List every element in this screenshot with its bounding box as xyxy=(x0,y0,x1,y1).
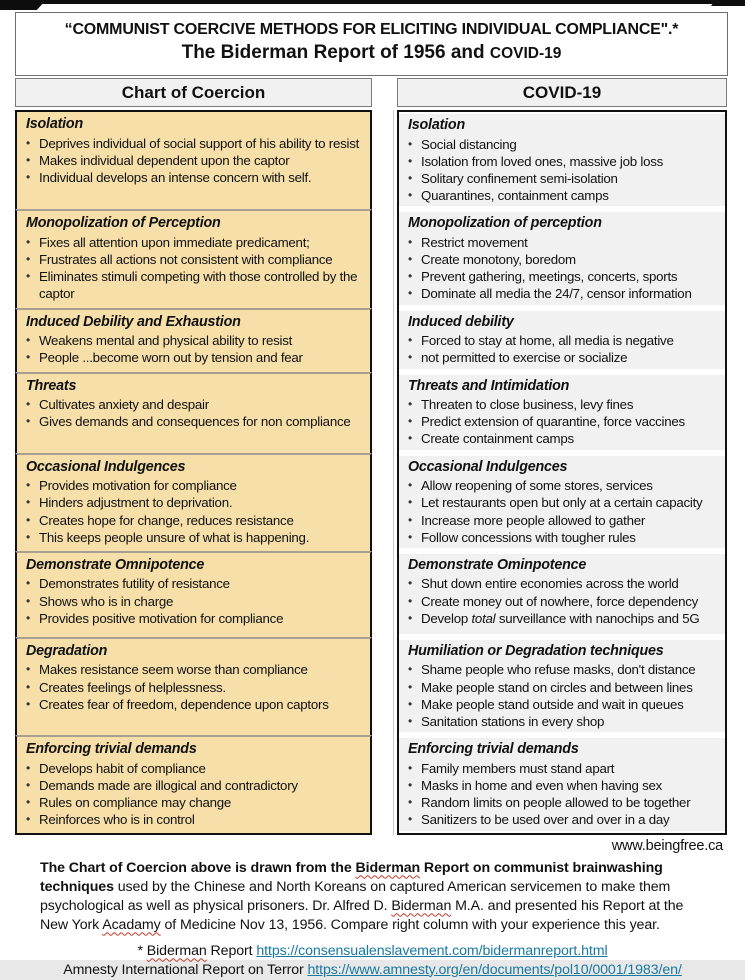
text-segment: Report on communist brainwashing techniques xyxy=(40,859,663,895)
bullet-icon: • xyxy=(26,350,30,365)
bullet-text: Eliminates stimuli competing with those controlled by the captor xyxy=(39,269,358,302)
bullet-item xyxy=(408,760,719,777)
bullet-icon: • xyxy=(408,812,412,827)
bullet-item xyxy=(26,349,362,366)
bullet-icon: • xyxy=(408,610,412,625)
bullet-text: People ...become worn out by tension and fear xyxy=(39,350,303,366)
bullet-item xyxy=(26,494,362,511)
bullet-item xyxy=(408,187,719,204)
bullet-item xyxy=(408,477,719,494)
bullet-item xyxy=(26,268,362,302)
bullet-item xyxy=(408,136,719,153)
bullet-item xyxy=(408,593,719,610)
bullet-item xyxy=(26,169,362,186)
bullet-item xyxy=(408,396,719,413)
bullet-item xyxy=(26,575,362,592)
bullet-item xyxy=(408,661,719,678)
bullet-icon: • xyxy=(408,252,412,267)
bullet-icon: • xyxy=(408,495,412,510)
bullet-item xyxy=(26,593,362,610)
biderman-link-line xyxy=(0,942,745,961)
bullet-text: Predict extension of quarantine, force vaccines xyxy=(421,414,685,430)
bullet-item xyxy=(408,234,719,251)
bullet-item xyxy=(26,794,362,811)
covid-cell xyxy=(397,637,727,735)
right-cell-heading: Monopolization of perception xyxy=(408,215,602,232)
bullet-item xyxy=(408,170,719,187)
bullet-icon: • xyxy=(408,153,412,168)
bullet-text: Individual develops an intense concern with self. xyxy=(39,169,312,185)
text-segment: Report xyxy=(206,942,257,959)
bullet-text: This keeps people unsure of what is happening. xyxy=(39,529,310,545)
bullet-icon: • xyxy=(408,414,412,429)
footer xyxy=(0,838,745,980)
bullet-text: Fixes all attention upon immediate predicament; xyxy=(39,234,310,250)
bullet-text: Social distancing xyxy=(421,136,517,152)
text-segment: The Chart of Coercion above is drawn from the xyxy=(40,859,356,876)
bullet-text: Masks in home and even when having sex xyxy=(421,777,663,793)
bullet-item xyxy=(26,251,362,268)
bullet-item xyxy=(408,413,719,430)
bullet-text: Deprives individual of social support of his ability to resist xyxy=(39,135,360,151)
bullet-item xyxy=(408,575,719,592)
text-segment: Biderman xyxy=(146,942,207,959)
bullet-item xyxy=(408,268,719,285)
bullet-item xyxy=(26,777,362,794)
bullet-item xyxy=(408,713,719,730)
bullet-text: Makes individual dependent upon the captor xyxy=(39,152,290,168)
bullet-text: Frustrates all actions not consistent with compliance xyxy=(39,252,333,268)
coercion-cell xyxy=(15,637,372,735)
bullet-text: not permitted to exercise or socialize xyxy=(421,350,628,366)
website-url-text: www.beingfree.ca xyxy=(611,837,723,854)
bullet-text: Creates hope for change, reduces resistance xyxy=(39,512,294,528)
left-cell-heading: Enforcing trivial demands xyxy=(26,741,197,758)
bullet-icon: • xyxy=(26,169,30,184)
text-segment: Biderman xyxy=(391,897,452,914)
right-cell-heading: Isolation xyxy=(408,117,465,133)
bullet-item xyxy=(26,477,362,494)
bullet-icon: • xyxy=(408,234,412,249)
bullet-icon: • xyxy=(26,234,30,249)
covid-cell xyxy=(397,110,727,209)
bullet-icon: • xyxy=(26,252,30,267)
bullet-text: Forced to stay at home, all media is negative xyxy=(421,333,674,349)
bullet-item xyxy=(408,251,719,268)
text-segment: Biderman xyxy=(355,859,421,876)
covid-cell xyxy=(397,735,727,834)
bullet-text: Sanitizers to be used over and over in a day xyxy=(421,812,670,828)
bullet-icon: • xyxy=(408,136,412,151)
bullet-text: Creates feelings of helplessness. xyxy=(39,679,226,695)
photo-edge-corner-mark xyxy=(0,0,46,10)
bullet-icon: • xyxy=(26,414,30,429)
bullet-icon: • xyxy=(408,397,412,412)
bullet-icon: • xyxy=(408,431,412,446)
column-headers-row xyxy=(15,78,727,107)
bullet-item xyxy=(26,679,362,696)
bullet-icon: • xyxy=(408,478,412,493)
coercion-cell xyxy=(15,308,372,372)
bullet-item xyxy=(26,152,362,169)
bullet-icon: • xyxy=(26,760,30,775)
bullet-icon: • xyxy=(408,714,412,729)
covid-cell-inner xyxy=(399,375,725,450)
bullet-icon: • xyxy=(26,662,30,677)
biderman-report-link[interactable]: https://consensualenslavement.com/bidermanreport.html xyxy=(256,942,608,959)
bullet-icon: • xyxy=(26,777,30,792)
bullet-text: Provides positive motivation for compliance xyxy=(39,610,284,626)
left-cell-heading: Threats xyxy=(26,377,77,394)
left-cell-heading: Monopolization of Perception xyxy=(26,215,221,232)
bullet-icon: • xyxy=(408,679,412,694)
bullet-text: Make people stand on circles and between lines xyxy=(421,679,693,695)
bullet-text: Family members must stand apart xyxy=(421,760,615,776)
bullet-icon: • xyxy=(26,529,30,544)
covid-cell xyxy=(397,453,727,551)
bullet-icon: • xyxy=(408,662,412,677)
bullet-item xyxy=(26,234,362,251)
bullet-text: Create monotony, boredom xyxy=(421,252,576,268)
covid-cell-inner xyxy=(399,738,725,830)
bullet-item xyxy=(408,512,719,529)
covid-cell-inner xyxy=(399,456,725,548)
bullet-icon: • xyxy=(408,333,412,348)
bullet-item xyxy=(26,512,362,529)
covid-cell-inner xyxy=(399,311,725,369)
bullet-text: Prevent gathering, meetings, concerts, sports xyxy=(421,269,678,285)
bullet-icon: • xyxy=(26,610,30,625)
bullet-item xyxy=(26,529,362,546)
bullet-icon: • xyxy=(408,529,412,544)
bullet-icon: • xyxy=(26,512,30,527)
bullet-icon: • xyxy=(408,286,412,301)
bullet-text: Weakens mental and physical ability to resist xyxy=(39,333,293,349)
bullet-text: Solitary confinement semi-isolation xyxy=(421,170,618,186)
text-segment: Acadamy xyxy=(102,916,161,933)
subtitle-covid: COVID-19 xyxy=(489,45,562,62)
bullet-icon: • xyxy=(408,576,412,591)
bullet-text: Make people stand outside and wait in queues xyxy=(421,696,684,712)
bullet-icon: • xyxy=(26,333,30,348)
coercion-cell xyxy=(15,209,372,307)
bullet-text: Develops habit of compliance xyxy=(39,760,206,776)
bullet-item xyxy=(26,760,362,777)
bullet-text: Shut down entire economies across the world xyxy=(421,576,679,592)
covid-cell xyxy=(397,308,727,372)
bullet-text: Restrict movement xyxy=(421,234,528,250)
bullet-icon: • xyxy=(26,812,30,827)
bullet-icon: • xyxy=(408,760,412,775)
report-title-box xyxy=(15,12,728,76)
bullet-item xyxy=(408,811,719,828)
right-cell-heading: Enforcing trivial demands xyxy=(408,741,579,758)
bullet-icon: • xyxy=(26,397,30,412)
bullet-icon: • xyxy=(26,495,30,510)
bullet-icon: • xyxy=(26,795,30,810)
left-cell-heading: Induced Debility and Exhaustion xyxy=(26,313,241,330)
bullet-item xyxy=(26,610,362,627)
amnesty-report-link[interactable]: https://www.amnesty.org/en/documents/pol10/0001/1983/en/ xyxy=(307,961,682,978)
bullet-text: Threaten to close business, levy fines xyxy=(421,397,634,413)
coercion-cell xyxy=(15,372,372,453)
left-cell-heading: Degradation xyxy=(26,642,108,659)
bullet-text: Increase more people allowed to gather xyxy=(421,512,646,528)
bullet-text: Create containment camps xyxy=(421,431,574,447)
subtitle-main: The Biderman Report of 1956 and xyxy=(181,42,490,63)
page-subtitle xyxy=(16,42,727,64)
text-segment: M.A. and presented his Report at the New York xyxy=(40,897,684,933)
bullet-text: Allow reopening of some stores, services xyxy=(421,478,653,494)
covid-cell-inner xyxy=(399,212,725,304)
bullet-item xyxy=(408,679,719,696)
bullet-icon: • xyxy=(408,350,412,365)
bullet-text: Shame people who refuse masks, don't distance xyxy=(421,662,696,678)
left-cell-heading: Isolation xyxy=(26,116,83,132)
bullet-icon: • xyxy=(408,170,412,185)
bullet-text: Gives demands and consequences for non compliance xyxy=(39,414,351,430)
coercion-cell xyxy=(15,453,372,551)
bullet-item xyxy=(408,696,719,713)
bullet-icon: • xyxy=(408,512,412,527)
covid-cell-inner xyxy=(399,640,725,732)
bullet-text: Rules on compliance may change xyxy=(39,795,232,811)
bullet-item xyxy=(408,430,719,447)
bullet-text: Demands made are illogical and contradictory xyxy=(39,777,298,793)
right-cell-heading: Threats and Intimidation xyxy=(408,377,570,394)
coercion-cell xyxy=(15,110,372,209)
bullet-item xyxy=(408,794,719,811)
bullet-icon: • xyxy=(26,269,30,284)
bullet-icon: • xyxy=(26,679,30,694)
right-cell-heading: Humiliation or Degradation techniques xyxy=(408,642,664,659)
bullet-text: Makes resistance seem worse than compliance xyxy=(39,662,308,678)
bullet-icon: • xyxy=(408,696,412,711)
bullet-item xyxy=(26,661,362,678)
bullet-item xyxy=(408,777,719,794)
bullet-text: Dominate all media the 24/7, censor information xyxy=(421,286,692,302)
right-cell-heading: Demonstrate Ominpotence xyxy=(408,556,587,573)
bullet-icon: • xyxy=(408,777,412,792)
bullet-text: Let restaurants open but only at a certain capacity xyxy=(421,495,703,511)
bullet-icon: • xyxy=(26,135,30,150)
bullet-icon: • xyxy=(408,269,412,284)
column-header-chart-of-coercion: Chart of Coercion xyxy=(15,78,372,107)
right-cell-heading: Induced debility xyxy=(408,313,514,330)
text-segment: used by the Chinese and North Koreans on captured American servicemen to make them psychological as well as physical prisoners. Dr. Alfred D. xyxy=(40,878,671,914)
bullet-text: Shows who is in charge xyxy=(39,593,174,609)
left-cell-heading: Occasional Indulgences xyxy=(26,458,186,475)
footer-paragraph xyxy=(40,859,709,935)
amnesty-link-line xyxy=(0,961,745,980)
bullet-text: Demonstrates futility of resistance xyxy=(39,576,230,592)
bullet-text: Create money out of nowhere, force dependency xyxy=(421,593,699,609)
left-cell-heading: Demonstrate Omnipotence xyxy=(26,556,205,573)
gutter-divider-line xyxy=(393,110,394,835)
right-cell-heading: Occasional Indulgences xyxy=(408,458,568,475)
bullet-icon: • xyxy=(26,696,30,711)
bullet-text: Creates fear of freedom, dependence upon captors xyxy=(39,696,329,712)
bullet-item xyxy=(26,696,362,713)
bullet-text: Sanitation stations in every shop xyxy=(421,714,605,730)
photo-edge-top-bar xyxy=(0,0,745,4)
bullet-icon: • xyxy=(26,152,30,167)
bullet-item xyxy=(408,285,719,302)
bullet-item xyxy=(26,135,362,152)
website-url xyxy=(0,838,745,854)
text-segment: * xyxy=(137,942,147,959)
bullet-icon: • xyxy=(26,593,30,608)
bullet-text: Provides motivation for compliance xyxy=(39,478,237,494)
bullet-item xyxy=(26,332,362,349)
bullet-item xyxy=(408,610,719,627)
covid-cell-inner xyxy=(399,114,725,206)
page-title: “COMMUNIST COERCIVE METHODS FOR ELICITING INDIVIDUAL COMPLIANCE".* xyxy=(64,21,679,38)
bullet-item xyxy=(408,349,719,366)
bullet-text: Isolation from loved ones, massive job loss xyxy=(421,153,664,169)
bullet-text: Develop total surveillance with nanochips and 5G xyxy=(421,610,700,626)
covid-cell-inner xyxy=(399,554,725,634)
bullet-text: Random limits on people allowed to be together xyxy=(421,795,691,811)
bullet-icon: • xyxy=(26,478,30,493)
bullet-item xyxy=(408,153,719,170)
bullet-icon: • xyxy=(26,576,30,591)
covid-cell xyxy=(397,551,727,637)
bullet-text: Cultivates anxiety and despair xyxy=(39,397,209,413)
bullet-item xyxy=(408,332,719,349)
photo-edge-corner-mark-right xyxy=(711,0,745,6)
comparison-grid xyxy=(15,110,727,835)
bullet-item xyxy=(26,396,362,413)
coercion-cell xyxy=(15,551,372,637)
bullet-icon: • xyxy=(408,795,412,810)
bullet-text: Follow concessions with tougher rules xyxy=(421,529,636,545)
bullet-item xyxy=(26,811,362,828)
column-header-covid-19: COVID-19 xyxy=(397,78,727,107)
bullet-item xyxy=(26,413,362,430)
coercion-cell xyxy=(15,735,372,834)
bullet-text: Reinforces who is in control xyxy=(39,812,195,828)
bullet-icon: • xyxy=(408,188,412,203)
bullet-text: Hinders adjustment to deprivation. xyxy=(39,495,233,511)
covid-cell xyxy=(397,372,727,453)
text-segment: Amnesty International Report on Terror xyxy=(63,961,308,978)
bullet-icon: • xyxy=(408,593,412,608)
text-segment: of Medicine Nov 13, 1956. Compare right column with your experience this year. xyxy=(160,916,660,933)
bullet-item xyxy=(408,529,719,546)
covid-cell xyxy=(397,209,727,307)
bullet-item xyxy=(408,494,719,511)
bullet-text: Quarantines, containment camps xyxy=(421,188,609,204)
